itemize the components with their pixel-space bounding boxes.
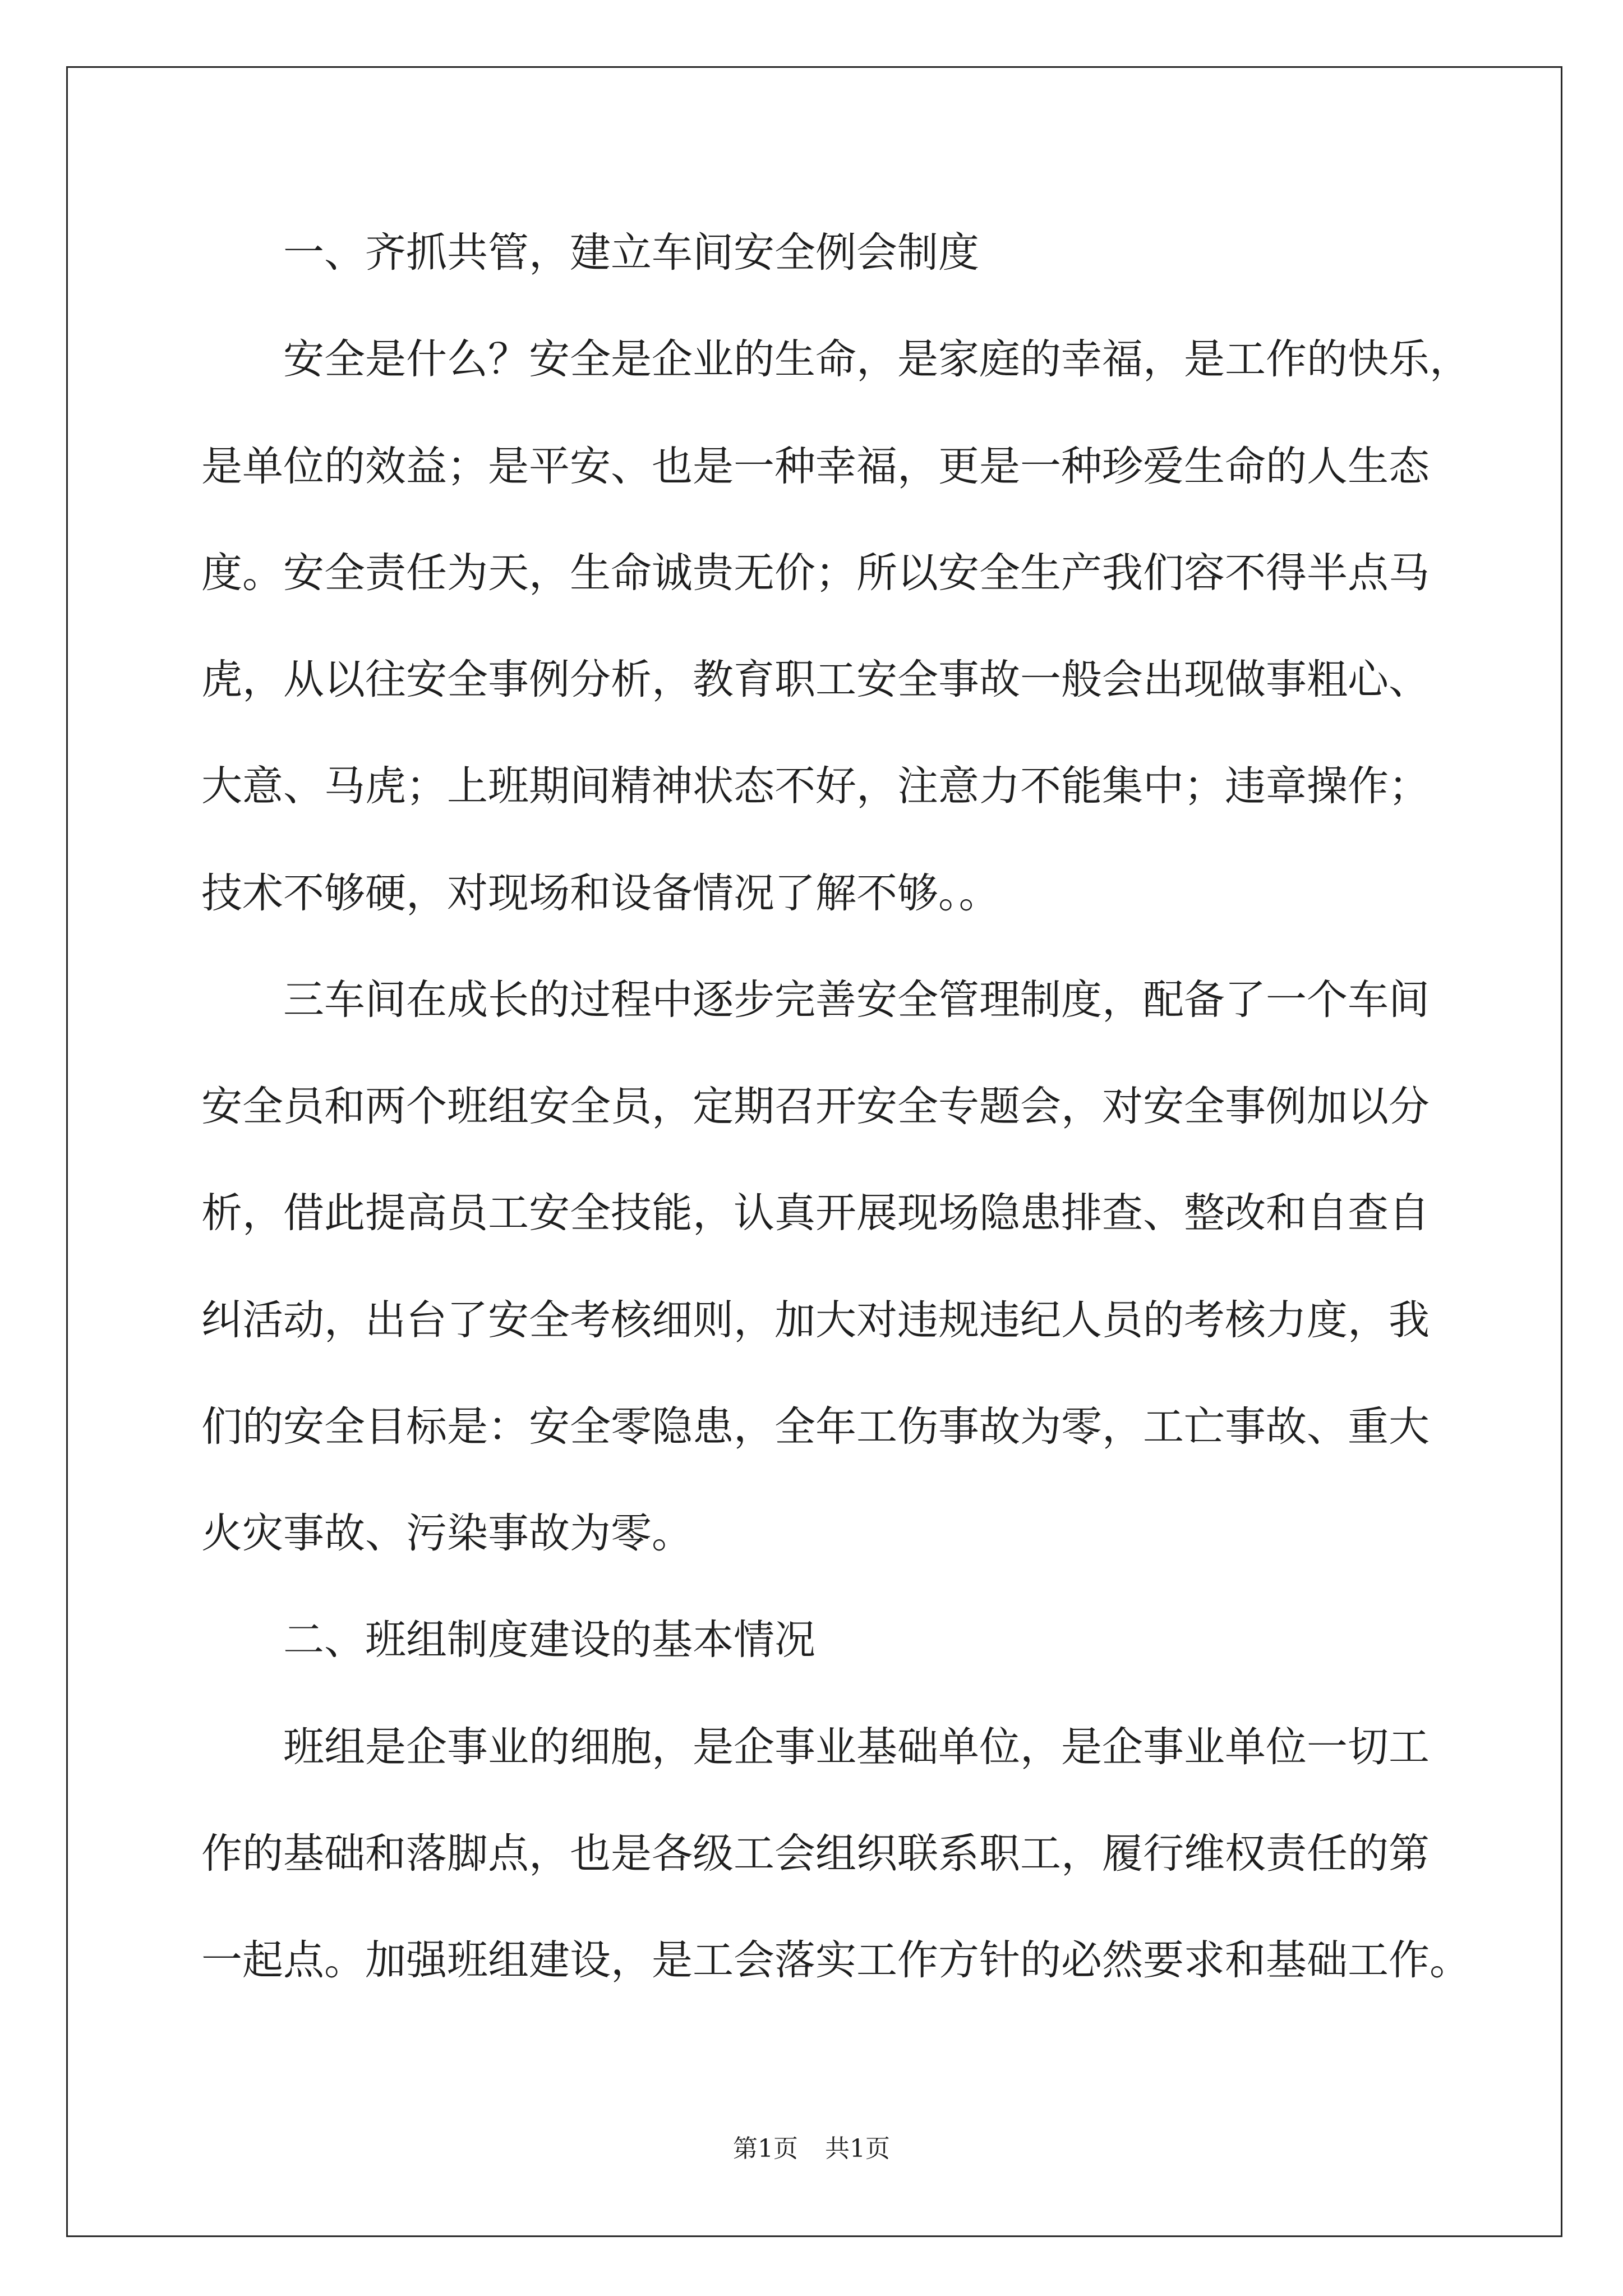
- paragraph-line: 析，借此提高员工安全技能，认真开展现场隐患排查、整改和自查自: [201, 1189, 1430, 1237]
- paragraph-line: 纠活动，出台了安全考核细则，加大对违规违纪人员的考核力度，我: [201, 1296, 1430, 1344]
- paragraph-line: 三车间在成长的过程中逐步完善安全管理制度，配备了一个车间: [283, 976, 1430, 1024]
- page-footer: [0, 2132, 1623, 2166]
- paragraph-line: 技术不够硬，对现场和设备情况了解不够。。: [201, 869, 1000, 917]
- paragraph-line: 虎，从以往安全事例分析，教育职工安全事故一般会出现做事粗心、: [201, 656, 1430, 703]
- document-body: [201, 200, 1536, 2014]
- page-total: 共1页: [825, 2134, 890, 2163]
- paragraph-line: 度。安全责任为天，生命诚贵无价；所以安全生产我们容不得半点马: [201, 549, 1430, 597]
- paragraph-line: 是单位的效益；是平安、也是一种幸福，更是一种珍爱生命的人生态: [201, 442, 1430, 490]
- paragraph-line: 安全员和两个班组安全员，定期召开安全专题会，对安全事例加以分: [201, 1083, 1430, 1130]
- paragraph-line: 班组是企事业的细胞，是企事业基础单位，是企事业单位一切工: [283, 1723, 1430, 1771]
- paragraph-line: 火灾事故、污染事故为零。: [201, 1510, 693, 1557]
- section-heading: 一、齐抓共管，建立车间安全例会制度: [283, 229, 979, 277]
- paragraph-line: 们的安全目标是：安全零隐患，全年工伤事故为零，工亡事故、重大: [201, 1402, 1430, 1451]
- paragraph-line: 作的基础和落脚点，也是各级工会组织联系职工，履行维权责任的第: [201, 1829, 1430, 1878]
- page-number: 第1页: [733, 2134, 798, 2163]
- paragraph-line: 大意、马虎；上班期间精神状态不好，注意力不能集中；违章操作；: [201, 762, 1430, 811]
- paragraph-line: 安全是什么？安全是企业的生命，是家庭的幸福，是工作的快乐，: [283, 335, 1470, 384]
- section-heading: 二、班组制度建设的基本情况: [283, 1616, 815, 1664]
- paragraph-line: 一起点。加强班组建设，是工会落实工作方针的必然要求和基础工作。: [201, 1936, 1470, 1984]
